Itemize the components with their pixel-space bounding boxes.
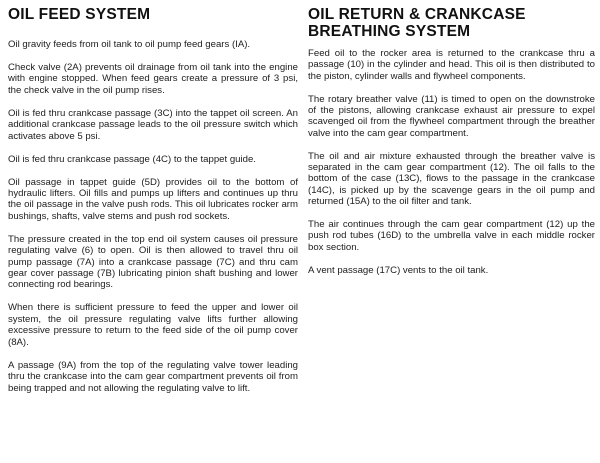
left-paragraph-8: A passage (9A) from the top of the regulating valve tower leading thru the crankcase into the cam gear compartment prevents oil from being trapped and not allowing the regulating valve to lift.: [8, 359, 298, 394]
heading-line-1: OIL RETURN & CRANKCASE: [308, 6, 526, 23]
left-paragraph-5: Oil passage in tappet guide (5D) provides oil to the bottom of hydraulic lifters. Oil fills and pumps up lifters and continues up thru the oil passage in the valve push rods. This oil lubricates rocker arm bushings, shafts, valve stems and push rod sockets.: [8, 176, 298, 222]
left-paragraph-2: Check valve (2A) prevents oil drainage from oil tank into the engine with engine stopped. When feed gears create a pressure of 3 psi, the check valve in the oil pump rises.: [8, 62, 298, 96]
oil-return-breathing-section: [308, 6, 595, 287]
right-paragraph-1: Feed oil to the rocker area is returned to the crankcase thru a passage (10) in the cylinder and head. This oil is then distributed to the piston, cylinder walls and flywheel components.: [308, 48, 595, 82]
left-paragraph-7: When there is sufficient pressure to feed the upper and lower oil system, the oil pressure regulating valve lifts further allowing excessive pressure to return to the feed side of the oil pump cover (8A).: [8, 302, 298, 348]
left-paragraph-6: The pressure created in the top end oil system causes oil pressure regulating valve (6) to open. Oil is then allowed to travel thru oil pump passage (7A) into a crankcase passage (7C) and thru cam gear cover passage (7B) lubricating pinion shaft bushing and lower connecting rod bearings.: [8, 233, 298, 291]
oil-return-breathing-heading: [308, 6, 595, 40]
heading-line-2: BREATHING SYSTEM: [308, 23, 471, 40]
right-paragraph-4: The air continues through the cam gear compartment (12) up the push rod tubes (16D) to the umbrella valve in each middle rocker box section.: [308, 219, 595, 253]
left-paragraph-4: Oil is fed thru crankcase passage (4C) to the tappet guide.: [8, 153, 256, 165]
right-paragraph-3: The oil and air mixture exhausted through the breather valve is separated in the cam gear compartment (12). The oil falls to the bottom of the case (13C), flows to the passage in the crankcase (14C), is picked up by the scavenge gears in the oil pump and returned (15A) to the oil filter and tank.: [308, 150, 595, 208]
left-paragraph-1: Oil gravity feeds from oil tank to oil pump feed gears (IA).: [8, 39, 251, 50]
right-paragraph-5: A vent passage (17C) vents to the oil tank.: [308, 264, 489, 276]
oil-feed-system-heading: OIL FEED SYSTEM: [8, 6, 151, 23]
left-paragraph-3: Oil is fed thru crankcase passage (3C) into the tappet oil screen. An additional crankcase passage leads to the oil pressure switch which activates above 5 psi.: [8, 107, 298, 142]
oil-feed-system-section: [8, 6, 298, 394]
right-paragraph-2: The rotary breather valve (11) is timed to open on the downstroke of the pistons, allowing crankcase exhaust air pressure to expel scavenged oil from the flywheel compartment through the breather valve into the cam gear compartment.: [308, 93, 595, 139]
